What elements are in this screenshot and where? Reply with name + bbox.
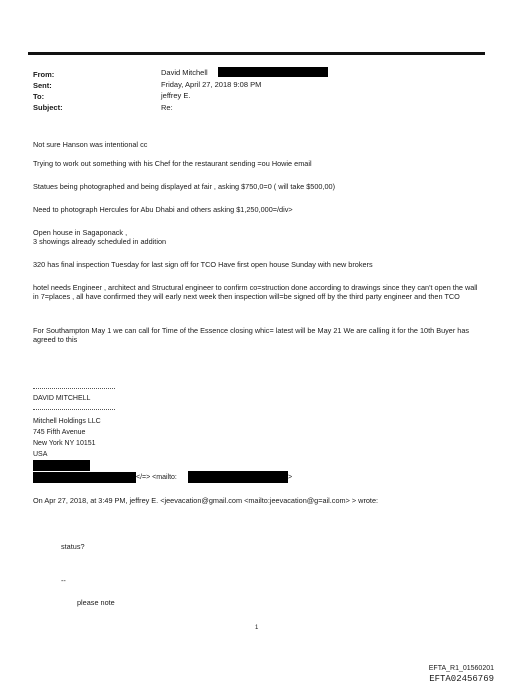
- body-paragraph: Open house in Sagaponack ,: [33, 228, 128, 237]
- quoted-intro: On Apr 27, 2018, at 3:49 PM, jeffrey E. <jeevacation@gmail.com <mailto:jeevacation@g=ail.com> > wrote:: [33, 496, 379, 505]
- quoted-dash: --: [61, 576, 66, 585]
- dotted-divider: [33, 409, 115, 410]
- redaction-block: [218, 67, 328, 77]
- body-paragraph: hotel needs Engineer , architect and Structural engineer to confirm co=struction done according to drawings since they can't open the wall in 7=places , all have confirmed they will early next week then inspection will=be signed off by the third party engineer and then TCO: [33, 283, 478, 301]
- footer-id-primary: EFTA_R1_01560201: [428, 665, 494, 672]
- quoted-please-note: please note: [77, 598, 115, 607]
- subject-value: Re:: [161, 103, 173, 112]
- body-paragraph: Not sure Hanson was intentional cc: [33, 140, 148, 149]
- sent-label: Sent:: [33, 81, 52, 90]
- signature-country: USA: [33, 451, 48, 458]
- from-value: David Mitchell: [161, 68, 208, 77]
- header-rule: [28, 52, 485, 55]
- sent-value: Friday, April 27, 2018 9:08 PM: [161, 80, 262, 89]
- redaction-block: [188, 471, 288, 483]
- redaction-block: [33, 460, 90, 471]
- page-number: 1: [255, 625, 259, 631]
- body-paragraph: For Southampton May 1 we can call for Time of the Essence closing whic= latest will be May 21 We are calling it for the 10th Buyer has agreed to this: [33, 326, 470, 344]
- signature-street: 745 Fifth Avenue: [33, 429, 86, 436]
- signature-company: Mitchell Holdings LLC: [33, 418, 101, 425]
- body-paragraph: Statues being photographed and being displayed at fair , asking $750,0=0 ( will take $500,00): [33, 182, 336, 191]
- body-paragraph: 320 has final inspection Tuesday for last sign off for TCO Have first open house Sunday with new brokers: [33, 260, 373, 269]
- to-label: To:: [33, 92, 45, 101]
- mailto-fragment: </=> <mailto:: [136, 474, 177, 481]
- signature-city: New York NY 10151: [33, 440, 96, 447]
- redaction-block: [33, 472, 136, 483]
- to-value: jeffrey E.: [161, 91, 191, 100]
- subject-label: Subject:: [33, 103, 63, 112]
- from-label: From:: [33, 70, 55, 79]
- body-paragraph: Trying to work out something with his Chef for the restaurant sending =ou Howie email: [33, 159, 312, 168]
- mailto-end: >: [288, 474, 293, 481]
- dotted-divider: [33, 388, 115, 389]
- quoted-status: status?: [61, 542, 85, 551]
- signature-name: DAVID MITCHELL: [33, 395, 91, 402]
- body-paragraph: 3 showings already scheduled in addition: [33, 237, 167, 246]
- footer-id-secondary: EFTA02456769: [429, 674, 494, 684]
- body-paragraph: Need to photograph Hercules for Abu Dhabi and others asking $1,250,000=/div>: [33, 205, 293, 214]
